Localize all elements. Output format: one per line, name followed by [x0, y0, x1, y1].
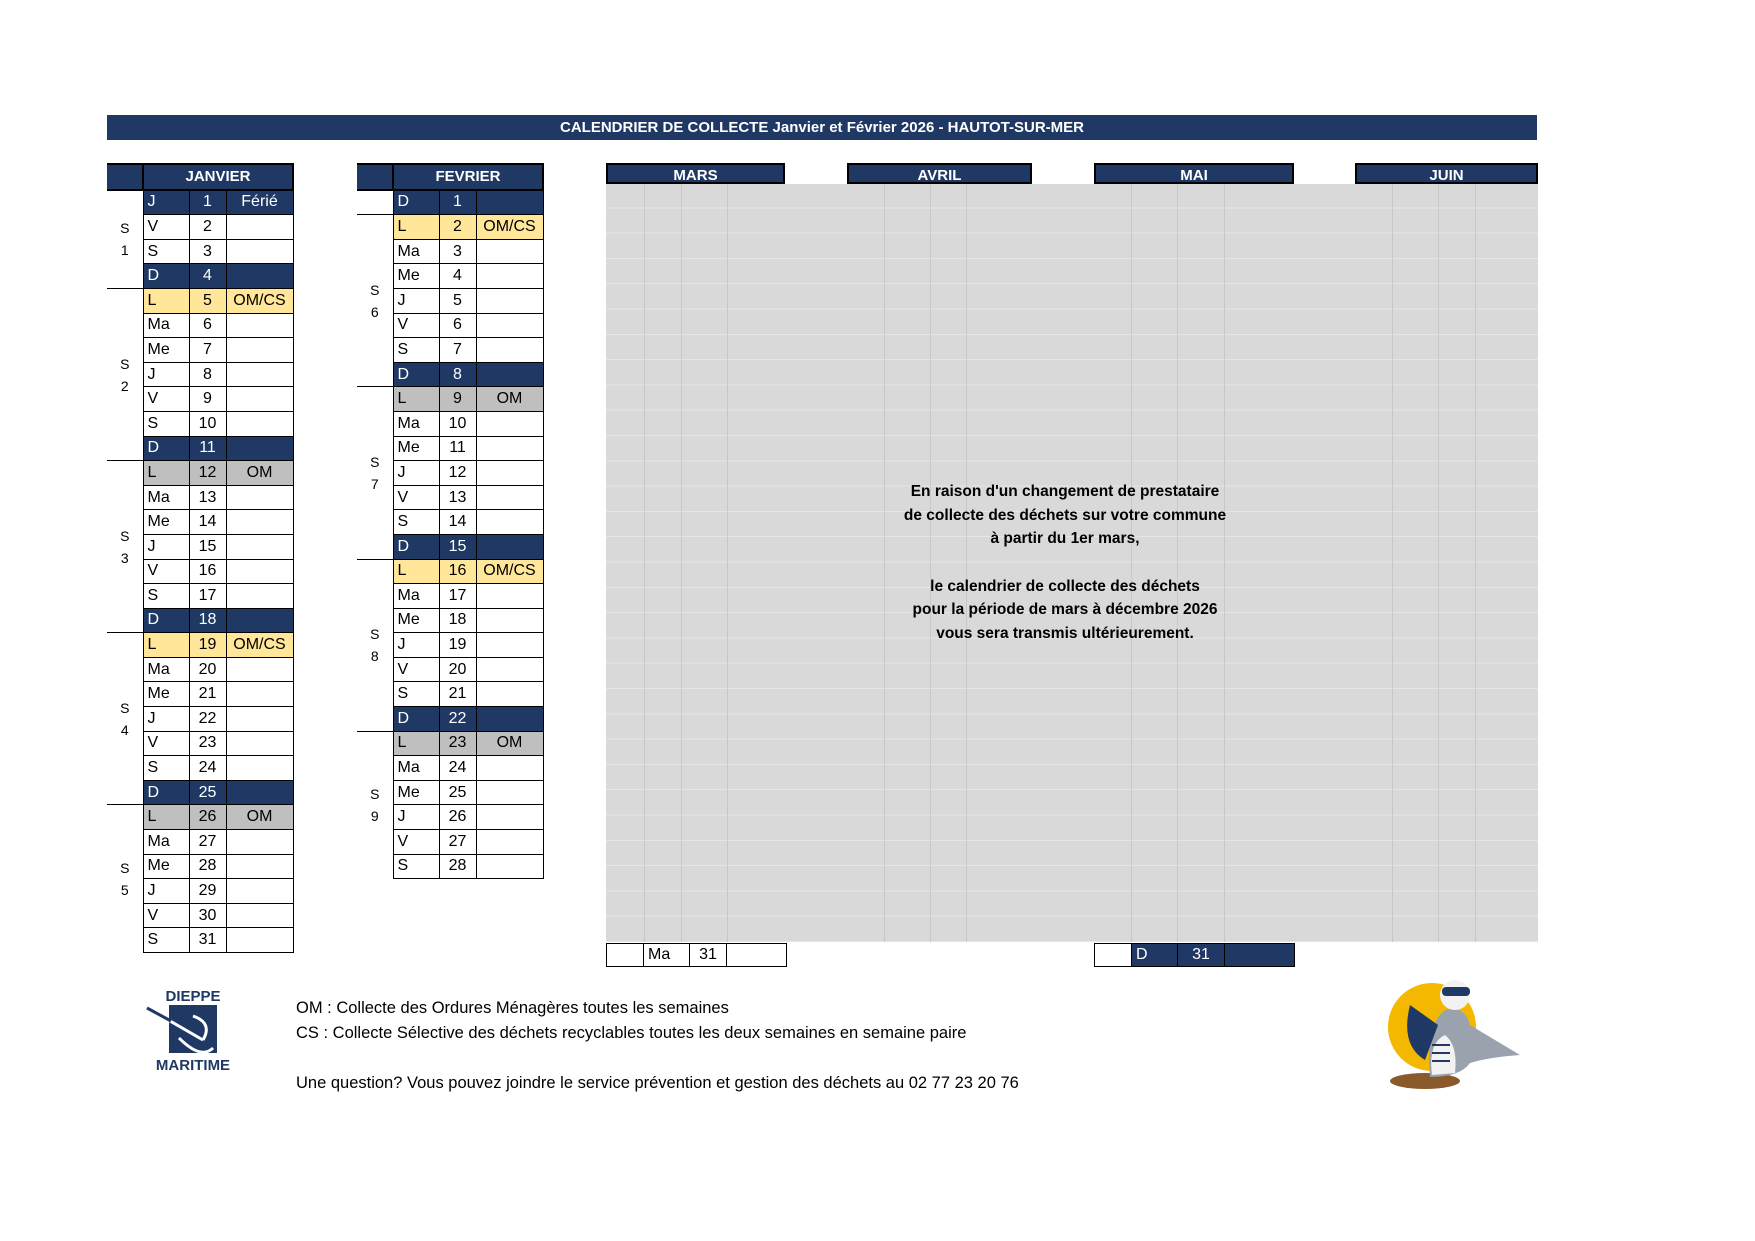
day-number: 27	[439, 830, 476, 855]
day-number: 17	[439, 584, 476, 609]
collection-code	[226, 756, 293, 781]
day-letter: D	[393, 707, 439, 732]
day-letter: J	[393, 461, 439, 486]
calendar-row	[107, 461, 293, 486]
day-letter: V	[143, 559, 189, 584]
collection-code	[226, 485, 293, 510]
calendar-fevrier	[357, 163, 544, 879]
day-number: 2	[439, 215, 476, 240]
collection-code	[476, 264, 543, 289]
day-number: 17	[189, 584, 226, 609]
collection-code	[226, 903, 293, 928]
day-number: 3	[189, 239, 226, 264]
day-letter: S	[143, 928, 189, 953]
day-number: 3	[439, 239, 476, 264]
day-number: 24	[189, 756, 226, 781]
day-number: 9	[189, 387, 226, 412]
collection-code	[476, 313, 543, 338]
day-letter: L	[393, 387, 439, 412]
collection-code	[476, 411, 543, 436]
day-number: 10	[189, 411, 226, 436]
legend	[296, 996, 1019, 1096]
day-number: 23	[189, 731, 226, 756]
day-number: 6	[439, 313, 476, 338]
week-label: S 2	[107, 288, 143, 460]
day-letter: Me	[143, 510, 189, 535]
seagull-mascot-image	[1370, 965, 1540, 1095]
day-letter: J	[393, 288, 439, 313]
notice-line: vous sera transmis ultérieurement.	[936, 624, 1194, 642]
logo-text-bottom: MARITIME	[155, 1057, 231, 1074]
day-letter: V	[143, 215, 189, 240]
day-letter: S	[143, 756, 189, 781]
collection-code	[226, 534, 293, 559]
collection-code	[226, 682, 293, 707]
day-letter: J	[393, 805, 439, 830]
collection-code	[226, 215, 293, 240]
day-letter: D	[393, 190, 439, 215]
day-number: 31	[690, 944, 727, 967]
notice-line: à partir du 1er mars,	[990, 530, 1140, 547]
collection-code	[476, 534, 543, 559]
day-number: 5	[189, 288, 226, 313]
legend-cs: CS : Collecte Sélective des déchets recyclables toutes les deux semaines en semaine paire	[296, 1024, 967, 1042]
day-letter: L	[143, 633, 189, 658]
day-number: 13	[189, 485, 226, 510]
day-letter: L	[143, 288, 189, 313]
day-letter: V	[143, 903, 189, 928]
day-number: 8	[439, 362, 476, 387]
day-number: 21	[439, 682, 476, 707]
day-letter: D	[393, 534, 439, 559]
day-letter: Ma	[393, 756, 439, 781]
collection-code	[476, 485, 543, 510]
collection-code	[226, 411, 293, 436]
collection-code: OM/CS	[476, 215, 543, 240]
collection-code	[226, 928, 293, 953]
collection-code: OM	[226, 805, 293, 830]
day-letter: Ma	[143, 830, 189, 855]
collection-code	[476, 461, 543, 486]
week-label: S 6	[357, 215, 393, 387]
page-title: CALENDRIER DE COLLECTE Janvier et Février 2026 - HAUTOT-SUR-MER	[107, 115, 1537, 140]
day-number: 22	[439, 707, 476, 732]
day-number: 31	[1178, 944, 1225, 967]
collection-code	[476, 682, 543, 707]
notice-line: En raison d'un changement de prestataire	[910, 483, 1220, 500]
collection-code	[476, 190, 543, 215]
month-header-mai: MAI	[1094, 163, 1294, 184]
calendar-row	[357, 559, 543, 584]
week-label: S 5	[107, 805, 143, 953]
collection-code	[226, 510, 293, 535]
day-number: 16	[189, 559, 226, 584]
day-letter: L	[143, 461, 189, 486]
month-header-fevrier: FEVRIER	[393, 164, 543, 190]
day-number: 7	[439, 338, 476, 363]
day-letter: Ma	[393, 411, 439, 436]
day-letter: S	[143, 411, 189, 436]
collection-code	[476, 608, 543, 633]
day-number: 19	[439, 633, 476, 658]
calendar-row	[107, 633, 293, 658]
collection-code	[226, 559, 293, 584]
day-number: 8	[189, 362, 226, 387]
day-number: 18	[189, 608, 226, 633]
day-number: 11	[439, 436, 476, 461]
day-number: 4	[189, 264, 226, 289]
day-number: 10	[439, 411, 476, 436]
day-letter: S	[393, 682, 439, 707]
day-letter: S	[393, 338, 439, 363]
collection-code	[476, 805, 543, 830]
day-number: 25	[189, 780, 226, 805]
collection-code	[226, 854, 293, 879]
collection-code	[226, 584, 293, 609]
day-number: 9	[439, 387, 476, 412]
day-letter: D	[1132, 944, 1178, 967]
collection-code	[476, 239, 543, 264]
day-number: 11	[189, 436, 226, 461]
day-letter: D	[393, 362, 439, 387]
day-number: 29	[189, 879, 226, 904]
contact-line: Une question? Vous pouvez joindre le service prévention et gestion des déchets au 02 77 23 20 76	[296, 1074, 1019, 1092]
day-letter: J	[143, 362, 189, 387]
collection-code	[226, 387, 293, 412]
collection-code	[226, 313, 293, 338]
mars-last-row	[606, 943, 787, 967]
day-letter: D	[143, 780, 189, 805]
day-letter: L	[393, 559, 439, 584]
day-number: 1	[189, 190, 226, 215]
day-number: 26	[439, 805, 476, 830]
day-letter: L	[393, 731, 439, 756]
day-number: 12	[439, 461, 476, 486]
collection-code: OM/CS	[226, 633, 293, 658]
collection-code	[226, 657, 293, 682]
mai-last-row	[1094, 943, 1295, 967]
collection-code	[226, 780, 293, 805]
collection-code: OM	[226, 461, 293, 486]
notice-line: le calendrier de collecte des déchets	[930, 577, 1200, 595]
day-letter: V	[143, 387, 189, 412]
day-number: 15	[439, 534, 476, 559]
day-letter: Me	[143, 338, 189, 363]
collection-code	[226, 436, 293, 461]
day-letter: Me	[393, 608, 439, 633]
day-letter: S	[143, 239, 189, 264]
logo-text-top: DIEPPE	[165, 988, 221, 1005]
collection-code	[476, 780, 543, 805]
day-number: 27	[189, 830, 226, 855]
day-number: 14	[189, 510, 226, 535]
week-label: S 1	[107, 190, 143, 289]
collection-code: OM/CS	[476, 559, 543, 584]
day-number: 19	[189, 633, 226, 658]
collection-code	[476, 633, 543, 658]
day-number: 25	[439, 780, 476, 805]
calendar-row	[357, 731, 543, 756]
day-number: 18	[439, 608, 476, 633]
week-label	[357, 190, 393, 215]
day-number: 13	[439, 485, 476, 510]
week-label: S 4	[107, 633, 143, 805]
change-notice	[850, 480, 1280, 645]
day-number: 14	[439, 510, 476, 535]
day-number: 5	[439, 288, 476, 313]
collection-code: Férié	[226, 190, 293, 215]
day-number: 24	[439, 756, 476, 781]
calendar-janvier	[107, 163, 294, 953]
calendar-row	[107, 190, 293, 215]
notice-line: pour la période de mars à décembre 2026	[912, 601, 1218, 618]
day-letter: Me	[143, 854, 189, 879]
day-letter: Ma	[644, 944, 690, 967]
collection-code	[476, 436, 543, 461]
day-letter: D	[143, 264, 189, 289]
day-number: 20	[439, 657, 476, 682]
week-label: S 8	[357, 559, 393, 731]
day-letter: Me	[393, 436, 439, 461]
collection-code	[476, 510, 543, 535]
collection-code	[226, 830, 293, 855]
collection-code: OM/CS	[226, 288, 293, 313]
day-letter: Ma	[143, 657, 189, 682]
day-number: 28	[439, 854, 476, 879]
calendar-row	[107, 288, 293, 313]
day-letter: L	[393, 215, 439, 240]
day-number: 23	[439, 731, 476, 756]
day-number: 16	[439, 559, 476, 584]
month-header-avril: AVRIL	[847, 163, 1032, 184]
month-header-janvier: JANVIER	[143, 164, 293, 190]
day-letter: Me	[393, 780, 439, 805]
week-label: S 3	[107, 461, 143, 633]
day-letter: Ma	[393, 584, 439, 609]
day-letter: J	[143, 707, 189, 732]
day-letter: V	[393, 485, 439, 510]
day-number: 30	[189, 903, 226, 928]
day-letter: S	[393, 510, 439, 535]
day-letter: J	[143, 879, 189, 904]
week-label: S 9	[357, 731, 393, 879]
day-number: 4	[439, 264, 476, 289]
collection-code	[476, 854, 543, 879]
day-letter: Ma	[143, 313, 189, 338]
collection-code	[226, 264, 293, 289]
calendar-row	[357, 215, 543, 240]
collection-code: OM	[476, 387, 543, 412]
month-header-mars: MARS	[606, 163, 785, 184]
collection-code: OM	[476, 731, 543, 756]
day-number: 31	[189, 928, 226, 953]
calendar-row	[357, 387, 543, 412]
calendar-row	[107, 805, 293, 830]
calendar-row	[357, 190, 543, 215]
collection-code	[226, 338, 293, 363]
collection-code	[226, 362, 293, 387]
day-letter: Me	[143, 682, 189, 707]
week-label: S 7	[357, 387, 393, 559]
day-letter: V	[393, 830, 439, 855]
day-number: 20	[189, 657, 226, 682]
collection-code	[476, 756, 543, 781]
collection-code	[226, 731, 293, 756]
collection-code	[476, 830, 543, 855]
day-letter: L	[143, 805, 189, 830]
day-letter: D	[143, 436, 189, 461]
day-number: 2	[189, 215, 226, 240]
collection-code	[476, 338, 543, 363]
day-letter: S	[143, 584, 189, 609]
dieppe-maritime-logo	[143, 988, 243, 1088]
day-letter: J	[143, 190, 189, 215]
day-letter: D	[143, 608, 189, 633]
day-letter: V	[393, 657, 439, 682]
day-number: 28	[189, 854, 226, 879]
day-letter: Ma	[143, 485, 189, 510]
day-letter: V	[393, 313, 439, 338]
day-number: 22	[189, 707, 226, 732]
collection-code	[226, 239, 293, 264]
collection-code	[476, 657, 543, 682]
collection-code	[226, 608, 293, 633]
day-letter: V	[143, 731, 189, 756]
day-number: 7	[189, 338, 226, 363]
collection-code	[226, 707, 293, 732]
collection-code	[476, 362, 543, 387]
collection-code	[476, 288, 543, 313]
day-number: 15	[189, 534, 226, 559]
day-number: 12	[189, 461, 226, 486]
day-letter: Ma	[393, 239, 439, 264]
month-header-juin: JUIN	[1355, 163, 1538, 184]
day-letter: J	[143, 534, 189, 559]
day-letter: S	[393, 854, 439, 879]
day-number: 1	[439, 190, 476, 215]
collection-code	[226, 879, 293, 904]
day-letter: Me	[393, 264, 439, 289]
legend-om: OM : Collecte des Ordures Ménagères toutes les semaines	[296, 999, 729, 1017]
day-letter: J	[393, 633, 439, 658]
notice-line: de collecte des déchets sur votre commune	[903, 506, 1227, 524]
day-number: 21	[189, 682, 226, 707]
collection-code	[476, 707, 543, 732]
collection-code	[476, 584, 543, 609]
day-number: 26	[189, 805, 226, 830]
day-number: 6	[189, 313, 226, 338]
